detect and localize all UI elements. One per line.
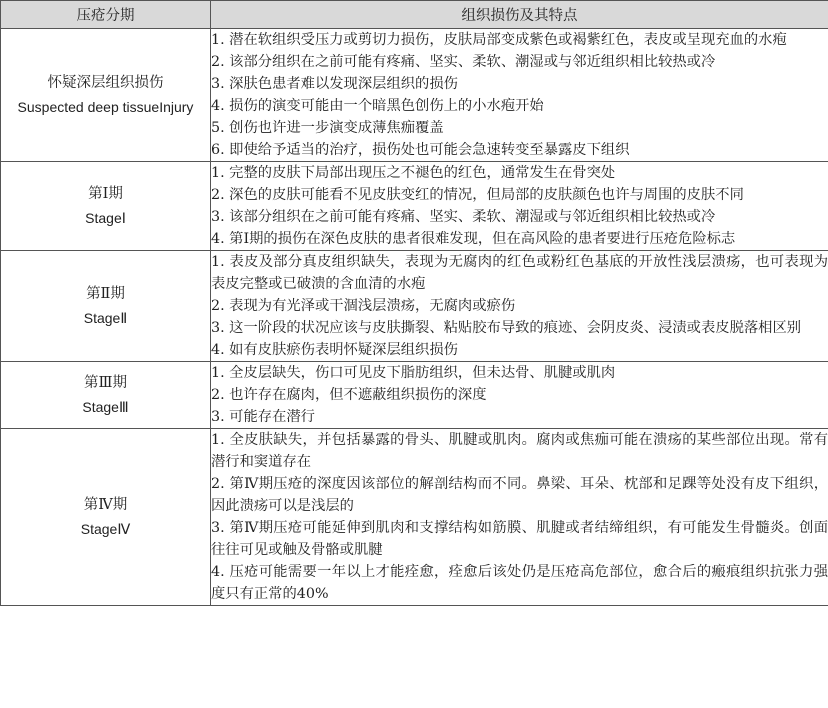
feature-item: 2. 也许存在腐肉，但不遮蔽组织损伤的深度 <box>211 387 487 403</box>
feature-item: 1. 表皮及部分真皮组织缺失，表现为无腐肉的红色或粉红色基底的开放性浅层溃疡，也可表现为表皮完整或已破溃的含血清的水疱 <box>211 254 828 292</box>
features-cell <box>211 29 828 162</box>
feature-item: 2. 第Ⅳ期压疮的深度因该部位的解剖结构而不同。鼻梁、耳朵、枕部和足踝等处没有皮下组织，因此溃疡可以是浅层的 <box>211 476 828 514</box>
feature-item: 3. 深肤色患者难以发现深层组织的损伤 <box>211 76 458 92</box>
feature-item: 4. 如有皮肤瘀伤表明怀疑深层组织损伤 <box>211 342 458 358</box>
table-row <box>1 162 828 251</box>
stage-name-en: StageⅠ <box>85 210 126 226</box>
feature-item: 3. 该部分组织在之前可能有疼痛、坚实、柔软、潮湿或与邻近组织相比较热或冷 <box>211 209 716 225</box>
feature-item: 1. 全皮肤缺失，并包括暴露的骨头、肌腱或肌肉。腐肉或焦痂可能在溃疡的某些部位出现。常有潜行和窦道存在 <box>211 432 828 470</box>
stage-name-zh: 怀疑深层组织损伤 <box>47 75 164 91</box>
features-cell <box>211 362 828 429</box>
feature-item: 2. 该部分组织在之前可能有疼痛、坚实、柔软、潮湿或与邻近组织相比较热或冷 <box>211 54 716 70</box>
feature-item: 4. 第Ⅰ期的损伤在深色皮肤的患者很难发现，但在高风险的患者要进行压疮危险标志 <box>211 231 736 247</box>
table-row <box>1 251 828 362</box>
feature-item: 1. 全皮层缺失，伤口可见皮下脂肪组织，但未达骨、肌腱或肌肉 <box>211 365 616 381</box>
stage-cell <box>1 29 211 162</box>
feature-item: 6. 即使给予适当的治疗，损伤处也可能会急速转变至暴露皮下组织 <box>211 142 630 158</box>
stage-cell <box>1 251 211 362</box>
features-column-header: 组织损伤及其特点 <box>211 1 828 29</box>
stage-name-zh: 第Ⅰ期 <box>88 186 123 202</box>
stage-name-zh: 第Ⅳ期 <box>83 497 128 513</box>
table-row <box>1 362 828 429</box>
feature-item: 5. 创伤也许进一步演变成薄焦痂覆盖 <box>211 120 444 136</box>
stage-cell <box>1 362 211 429</box>
feature-item: 1. 潜在软组织受压力或剪切力损伤，皮肤局部变成紫色或褐紫红色，表皮或呈现充血的水疱 <box>211 32 787 48</box>
features-cell <box>211 251 828 362</box>
stage-name-zh: 第Ⅲ期 <box>84 375 127 391</box>
stage-name-en: StageⅢ <box>82 399 129 415</box>
stage-column-header: 压疮分期 <box>1 1 211 29</box>
stage-name-zh: 第Ⅱ期 <box>86 286 125 302</box>
feature-item: 4. 压疮可能需要一年以上才能痊愈，痊愈后该处仍是压疮高危部位，愈合后的瘢痕组织抗张力强度只有正常的40% <box>211 564 828 602</box>
feature-item: 2. 表现为有光泽或干涸浅层溃疡，无腐肉或瘀伤 <box>211 298 516 314</box>
stage-name-en: StageⅣ <box>80 521 131 537</box>
stage-cell <box>1 162 211 251</box>
feature-item: 3. 第Ⅳ期压疮可能延伸到肌肉和支撑结构如筋膜、肌腱或者结缔组织，有可能发生骨髓炎。创面往往可见或触及骨骼或肌腱 <box>211 520 828 558</box>
feature-item: 2. 深色的皮肤可能看不见皮肤变红的情况，但局部的皮肤颜色也许与周围的皮肤不同 <box>211 187 744 203</box>
feature-item: 4. 损伤的演变可能由一个暗黑色创伤上的小水疱开始 <box>211 98 544 114</box>
feature-item: 1. 完整的皮肤下局部出现压之不褪色的红色，通常发生在骨突处 <box>211 165 616 181</box>
table-row <box>1 429 828 606</box>
stage-cell <box>1 429 211 606</box>
table-header-row <box>1 1 828 29</box>
stage-name-en: Suspected deep tissueInjury <box>17 99 194 115</box>
features-cell <box>211 429 828 606</box>
table-row <box>1 29 828 162</box>
features-cell <box>211 162 828 251</box>
feature-item: 3. 这一阶段的状况应该与皮肤撕裂、粘贴胶布导致的痕迹、会阴皮炎、浸渍或表皮脱落相区别 <box>211 320 802 336</box>
feature-item: 3. 可能存在潜行 <box>211 409 315 425</box>
stage-name-en: StageⅡ <box>83 310 128 326</box>
